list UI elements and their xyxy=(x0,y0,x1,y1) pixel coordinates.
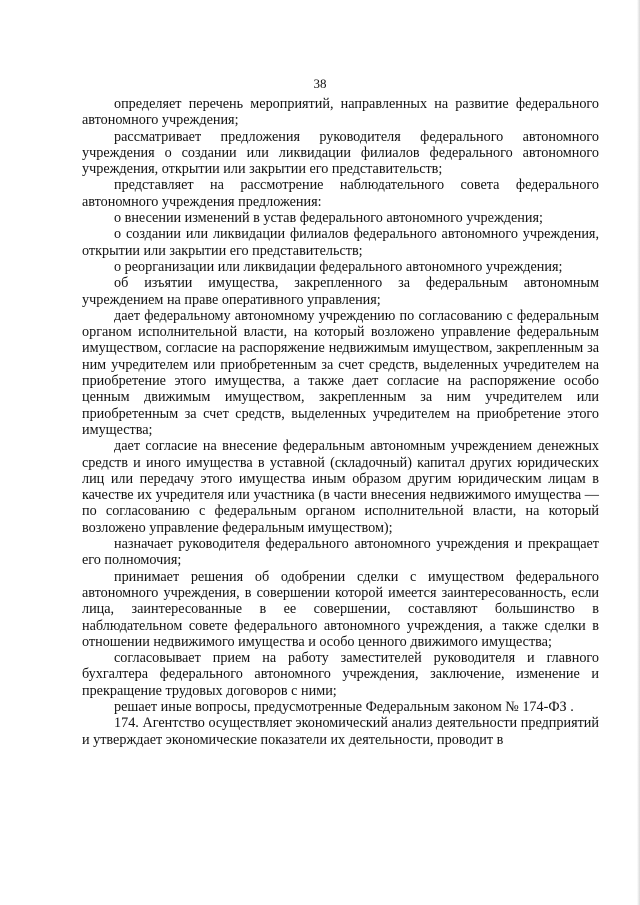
paragraph: назначает руководителя федерального автономного учреждения и прекращает его полномочия; xyxy=(82,536,599,569)
paragraph: о создании или ликвидации филиалов федерального автономного учреждения, открытии или закрытии его представительств; xyxy=(82,226,599,259)
paragraph: принимает решения об одобрении сделки с имуществом федерального автономного учреждения, в совершении которой имеется заинтересованность, если лица, заинтересованные в ее совершении, составляют большинство в наблюдательном совете федерального автономного учреждения, а также сделки в отношении недвижимого имущества и особо ценного движимого имущества; xyxy=(82,568,599,650)
paragraph: рассматривает предложения руководителя федерального автономного учреждения о создании или ликвидации филиалов федерального автономного учреждения, открытии или закрытии его представительств; xyxy=(82,128,599,178)
paragraph: о реорганизации или ликвидации федерального автономного учреждения; xyxy=(114,258,563,275)
paragraph: дает согласие на внесение федеральным автономным учреждением денежных средств и иного имущества в уставной (складочный) капитал других юридических лиц или передачу этого имущества иным образом другим юридическим лицам в качестве их учредителя или участника (в части внесения недвижимого имущества — по согласованию с федеральным органом исполнительной власти, на который возложено управление федеральным имуществом); xyxy=(82,438,599,536)
paragraph: об изъятии имущества, закрепленного за федеральным автономным учреждением на праве оперативного управления; xyxy=(82,275,599,308)
paragraph: представляет на рассмотрение наблюдательного совета федерального автономного учреждения предложения: xyxy=(82,177,599,210)
paragraph: о внесении изменений в устав федерального автономного учреждения; xyxy=(114,210,543,227)
paragraph: дает федеральному автономному учреждению по согласованию с федеральным органом исполнительной власти, на который возложено управление федеральным имуществом, согласие на распоряжение недвижимым имуществом, закрепленным за ним учредителем или приобретенным за счет средств, выделенных учредителем на приобретение этого имущества, а также дает согласие на распоряжение особо ценным движимым имуществом, закрепленным за ним учредителем или приобретенным за счет средств, выделенных учредителем на приобретение этого имущества; xyxy=(82,307,599,438)
paragraph: согласовывает прием на работу заместителей руководителя и главного бухгалтера федерального автономного учреждения, заключение, изменение и прекращение трудовых договоров с ними; xyxy=(82,650,599,699)
paragraph: 174. Агентство осуществляет экономический анализ деятельности предприятий и утверждает экономические показатели их деятельности, проводит в xyxy=(82,715,599,748)
page-number: 38 xyxy=(313,76,327,91)
paragraph: определяет перечень мероприятий, направленных на развитие федерального автономного учреждения; xyxy=(82,96,599,129)
document-body xyxy=(82,96,599,748)
paragraph: решает иные вопросы, предусмотренные Федеральным законом № 174-ФЗ . xyxy=(114,698,574,715)
